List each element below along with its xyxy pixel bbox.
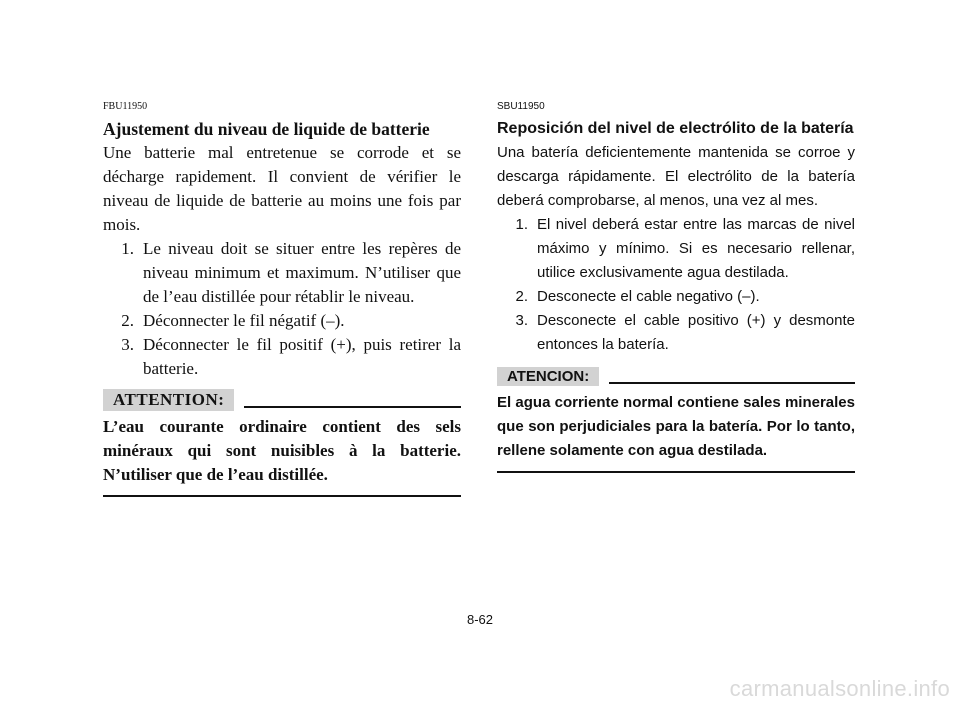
step-text: El nivel deberá estar entre las marcas de nivel máximo y mínimo. Si es necesario rellenar, utilice exclusivamente agua destilada. <box>537 216 855 281</box>
list-item <box>497 213 855 285</box>
list-item <box>103 333 461 381</box>
list-item <box>497 309 855 357</box>
section-code: SBU11950 <box>497 101 545 112</box>
step-text: Déconnecter le fil négatif (–). <box>143 311 345 330</box>
step-number: 1. <box>515 216 528 233</box>
step-number: 3. <box>515 312 528 329</box>
attention-header <box>103 387 461 413</box>
attention-text: El agua corriente normal contiene sales minerales que son perjudiciales para la batería. Por lo tanto, rellene solamente con agua destilada. <box>497 394 855 459</box>
list-item <box>497 285 855 309</box>
attention-badge: ATTENTION: <box>103 389 234 411</box>
attention-badge: ATENCION: <box>497 367 599 386</box>
steps-list <box>497 213 855 357</box>
attention-end-rule <box>103 495 461 497</box>
intro-paragraph: Una batería deficientemente mantenida se corroe y descarga rápidamente. El electrólito de la batería deberá comprobarse, al menos, una vez al mes. <box>497 144 855 209</box>
attention-rule <box>244 406 461 408</box>
attention-header <box>497 363 855 389</box>
attention-rule <box>609 382 855 384</box>
section-code: FBU11950 <box>103 101 148 112</box>
step-number: 1. <box>121 239 134 258</box>
step-number: 2. <box>121 311 134 330</box>
steps-list <box>103 237 461 381</box>
step-number: 3. <box>121 335 134 354</box>
watermark: carmanualsonline.info <box>729 676 950 701</box>
step-text: Desconecte el cable positivo (+) y desmonte entonces la batería. <box>537 312 855 353</box>
step-text: Desconecte el cable negativo (–). <box>537 288 760 305</box>
intro-paragraph: Une batterie mal entretenue se corrode et se décharge rapidement. Il convient de vérifier le niveau de liquide de batterie au moins une fois par mois. <box>103 143 461 234</box>
section-heading: Reposición del nivel de electrólito de la batería <box>497 120 854 137</box>
list-item <box>103 309 461 333</box>
step-number: 2. <box>515 288 528 305</box>
page-number: 8-62 <box>466 612 494 627</box>
attention-text: L’eau courante ordinaire contient des sels minéraux qui sont nuisibles à la batterie. N’utiliser que de l’eau distillée. <box>103 417 461 484</box>
list-item <box>103 237 461 309</box>
section-heading: Ajustement du niveau de liquide de batterie <box>103 119 430 139</box>
attention-end-rule <box>497 471 855 473</box>
step-text: Déconnecter le fil positif (+), puis retirer la batterie. <box>143 335 461 378</box>
step-text: Le niveau doit se situer entre les repères de niveau minimum et maximum. N’utiliser que de l’eau distillée pour rétablir le niveau. <box>143 239 461 306</box>
spanish-column <box>497 100 855 473</box>
french-column <box>103 100 461 497</box>
